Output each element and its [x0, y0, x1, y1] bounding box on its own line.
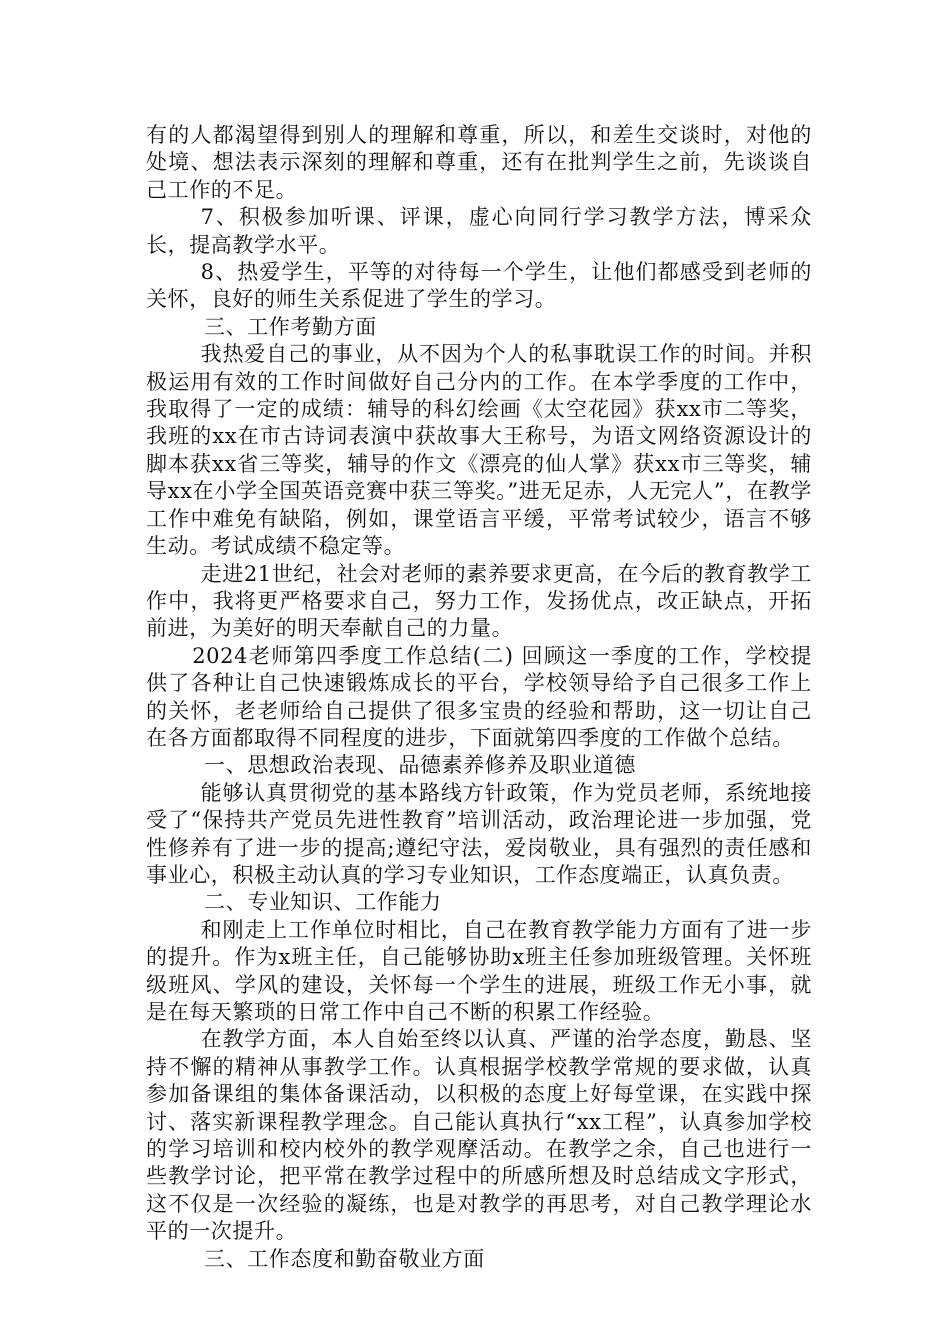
section-heading-ideology: 一、思想政治表现、品德素养修养及职业道德	[204, 753, 636, 778]
paragraph-ability: 和刚走上工作单位时相比，自己在教育教学能力方面有了进一步的提升。作为x班主任，自己能够协助x班主任参加班级管理。关怀班级班风、学风的建设，关怀每一个学生的进展，班级工作无小事，就是在每天繁琐的日常工作中自己不断的积累工作经验。	[146, 917, 812, 1024]
list-item-7: 7、积极参加听课、评课，虚心向同行学习教学方法，博采众长，提高教学水平。	[146, 205, 812, 257]
paragraph-attendance: 我热爱自己的事业，从不因为个人的私事耽误工作的时间。并积极运用有效的工作时间做好自己分内的工作。在本学季度的工作中，我取得了一定的成绩：辅导的科幻绘画《太空花园》获xx市二等奖，我班的xx在市古诗词表演中获故事大王称号，为语文网络资源设计的脚本获xx省三等奖，辅导的作文《漂亮的仙人掌》获xx市三等奖，辅导xx在小学全国英语竞赛中获三等奖。”进无足赤，人无完人”，在教学工作中难免有缺陷，例如，课堂语言平缓，平常考试较少，语言不够生动。考试成绩不稳定等。	[146, 342, 812, 559]
document-body	[146, 122, 812, 1273]
paragraph-future: 走进21世纪，社会对老师的素养要求更高，在今后的教育教学工作中，我将更严格要求自己，努力工作，发扬优点，改正缺点，开拓前进，为美好的明天奉献自己的力量。	[146, 561, 812, 641]
list-item-8: 8、热爱学生，平等的对待每一个学生，让他们都感受到老师的关怀，良好的师生关系促进了学生的学习。	[146, 260, 812, 312]
paragraph-continuation: 有的人都渴望得到别人的理解和尊重，所以，和差生交谈时，对他的处境、想法表示深刻的理解和尊重，还有在批判学生之前，先谈谈自己工作的不足。	[146, 123, 812, 202]
section-heading-attitude: 三、工作态度和勤奋敬业方面	[204, 1246, 485, 1271]
paragraph-ideology: 能够认真贯彻党的基本路线方针政策，作为党员老师，系统地接受了“保持共产党员先进性教育”培训活动，政治理论进一步加强，党性修养有了进一步的提高;遵纪守法，爱岗敬业，具有强烈的责任感和事业心，积极主动认真的学习专业知识，工作态度端正，认真负责。	[146, 780, 812, 887]
section-heading-ability: 二、专业知识、工作能力	[204, 890, 442, 915]
paragraph-teaching: 在教学方面，本人自始至终以认真、严谨的治学态度，勤恳、坚持不懈的精神从事教学工作。认真根据学校教学常规的要求做，认真参加备课组的集体备课活动，以积极的态度上好每堂课，在实践中探讨、落实新课程教学理念。自己能认真执行“xx工程”，认真参加学校的学习培训和校内校外的教学观摩活动。在教学之余，自己也进行一些教学讨论，把平常在教学过程中的所感所想及时总结成文字形式，这不仅是一次经验的凝练，也是对教学的再思考，对自己教学理论水平的一次提升。	[146, 1027, 812, 1244]
paragraph-summary-two-intro: 2024老师第四季度工作总结(二) 回顾这一季度的工作，学校提供了各种让自己快速锻炼成长的平台，学校领导给予自己很多工作上的关怀，老老师给自己提供了很多宝贵的经验和帮助，这一切让自己在各方面都取得不同程度的进步，下面就第四季度的工作做个总结。	[146, 643, 812, 750]
section-heading-attendance: 三、工作考勤方面	[204, 314, 377, 339]
